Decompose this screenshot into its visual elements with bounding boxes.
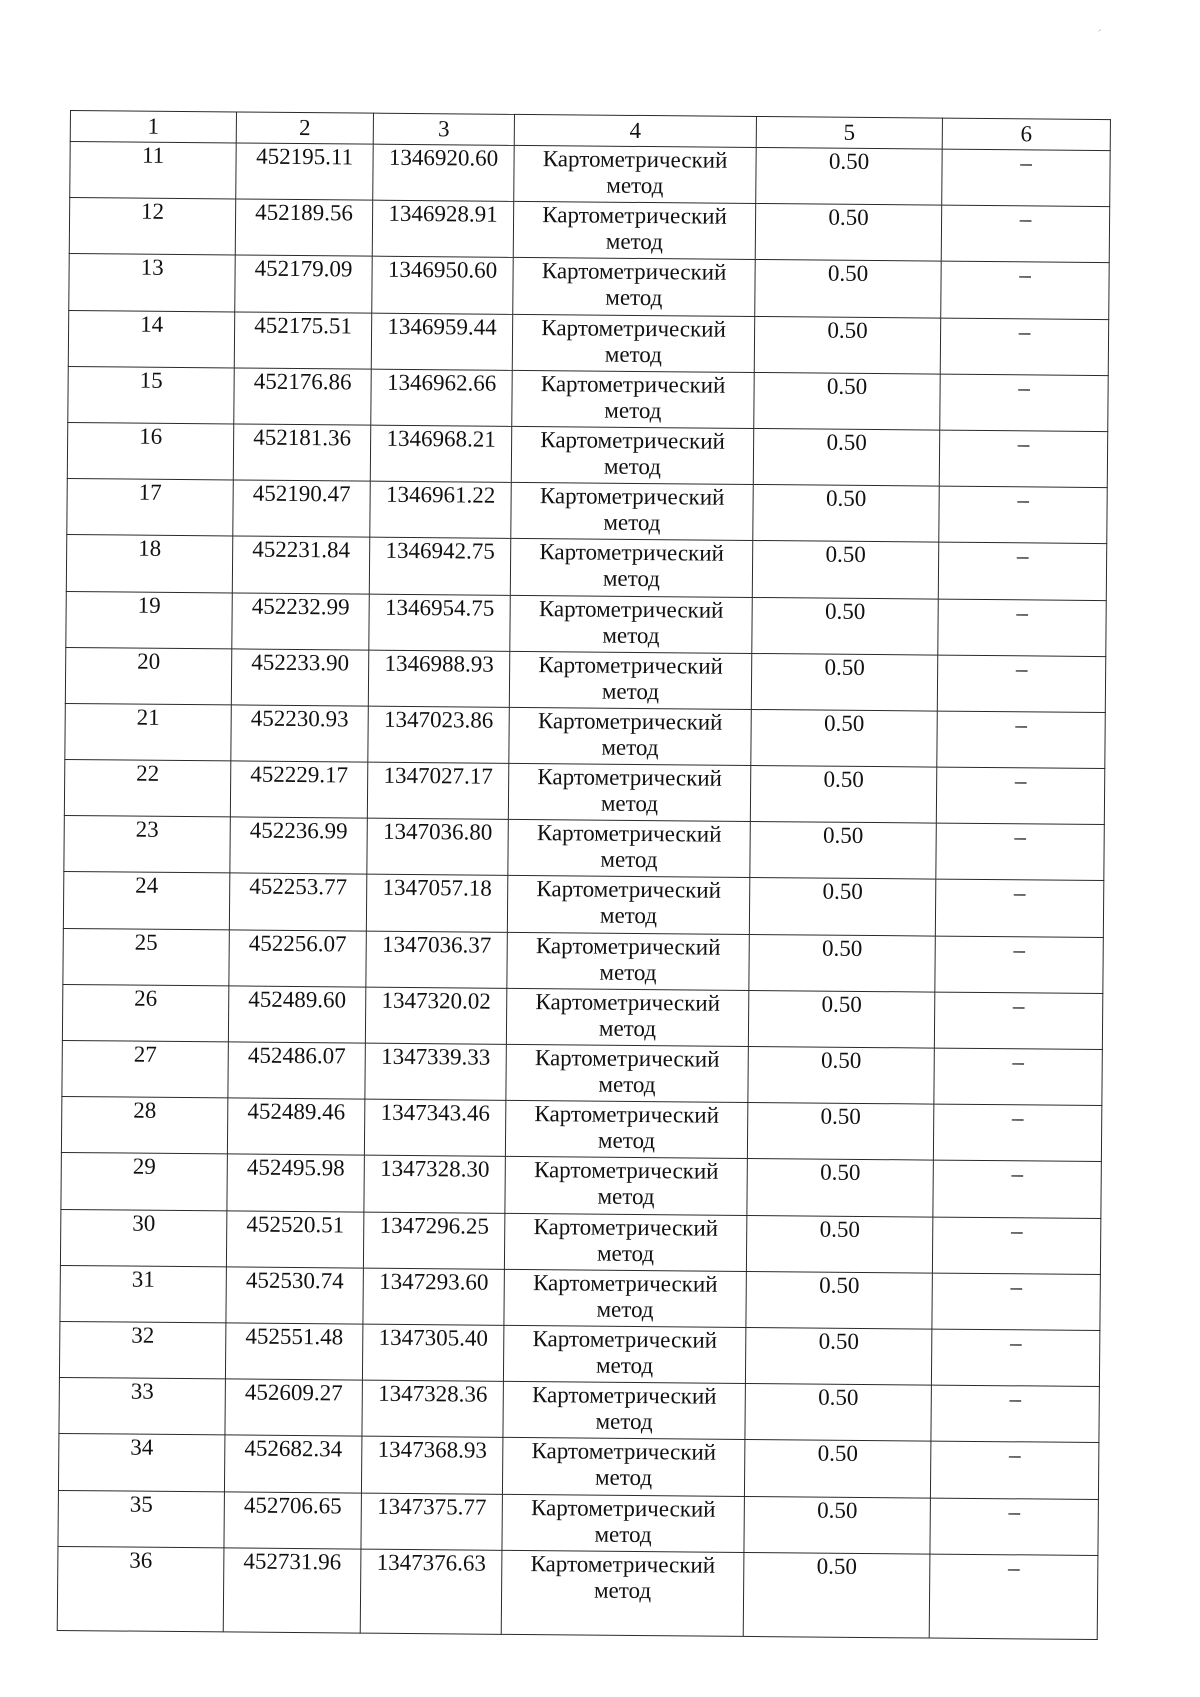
point-number-cell: 28 xyxy=(61,1097,227,1155)
method-line-2: метод xyxy=(595,1352,654,1379)
accuracy-cell: 0.50 xyxy=(752,541,938,599)
accuracy-cell: 0.50 xyxy=(749,934,935,992)
method-cell xyxy=(508,820,750,878)
table-body xyxy=(57,142,1110,1640)
y-coordinate-cell: 1346942.75 xyxy=(369,537,510,594)
method-cell xyxy=(511,426,753,484)
accuracy-cell: 0.50 xyxy=(746,1271,932,1329)
method-line-1: Картометрический xyxy=(536,876,722,904)
method-line-1: Картометрический xyxy=(530,1550,716,1578)
note-cell: – xyxy=(931,1385,1099,1443)
method-line-2: метод xyxy=(600,846,658,873)
y-coordinate-cell: 1347036.37 xyxy=(366,931,507,988)
table-row xyxy=(65,703,1105,768)
point-number-cell: 33 xyxy=(59,1378,225,1436)
accuracy-cell: 0.50 xyxy=(756,147,942,205)
x-coordinate-cell: 452706.65 xyxy=(224,1491,361,1548)
column-header-5: 5 xyxy=(756,116,942,149)
note-cell: – xyxy=(939,430,1107,488)
method-cell xyxy=(512,370,754,428)
y-coordinate-cell: 1347036.80 xyxy=(367,818,508,875)
coordinates-table xyxy=(57,110,1111,1640)
accuracy-cell: 0.50 xyxy=(749,878,935,936)
note-cell: – xyxy=(941,205,1109,263)
method-line-2: метод xyxy=(599,903,658,929)
scan-speck: ´ xyxy=(1097,28,1102,43)
method-cell xyxy=(508,763,750,821)
method-line-1: Картометрический xyxy=(534,1045,720,1072)
accuracy-cell: 0.50 xyxy=(750,822,936,880)
note-cell: – xyxy=(932,1217,1100,1275)
note-cell: – xyxy=(932,1273,1100,1331)
method-line-1: Картометрический xyxy=(538,595,724,623)
table-row xyxy=(63,872,1103,937)
method-cell xyxy=(505,1101,747,1159)
method-line-2: метод xyxy=(605,285,663,311)
method-line-2: метод xyxy=(606,172,664,199)
table-row xyxy=(66,535,1106,600)
point-number-cell: 23 xyxy=(64,816,230,874)
method-cell xyxy=(510,595,752,653)
method-line-2: метод xyxy=(595,1408,653,1435)
method-line-1: Картометрический xyxy=(539,539,725,567)
accuracy-cell: 0.50 xyxy=(744,1440,930,1498)
method-line-2: метод xyxy=(600,790,659,817)
method-cell xyxy=(502,1438,744,1496)
x-coordinate-cell: 452520.51 xyxy=(226,1210,363,1267)
y-coordinate-cell: 1346920.60 xyxy=(373,144,514,201)
point-number-cell: 32 xyxy=(59,1321,225,1379)
y-coordinate-cell: 1346959.44 xyxy=(371,313,512,370)
y-coordinate-cell: 1347023.86 xyxy=(368,706,509,763)
y-coordinate-cell: 1347293.60 xyxy=(363,1268,504,1325)
method-line-2: метод xyxy=(598,1071,656,1098)
method-cell xyxy=(505,1157,747,1215)
method-line-2: метод xyxy=(605,228,664,255)
x-coordinate-cell: 452231.84 xyxy=(232,536,369,593)
method-line-2: метод xyxy=(603,453,662,480)
method-line-1: Картометрический xyxy=(542,202,727,229)
y-coordinate-cell: 1347343.46 xyxy=(364,1099,505,1156)
note-cell: – xyxy=(937,655,1105,713)
table-row xyxy=(64,760,1104,825)
accuracy-cell: 0.50 xyxy=(748,1046,934,1104)
y-coordinate-cell: 1346954.75 xyxy=(369,594,510,651)
point-number-cell: 36 xyxy=(57,1546,224,1631)
table-row xyxy=(64,816,1104,881)
accuracy-cell: 0.50 xyxy=(755,260,941,318)
accuracy-cell: 0.50 xyxy=(747,1159,933,1217)
y-coordinate-cell: 1347057.18 xyxy=(366,875,507,932)
method-cell xyxy=(513,202,755,260)
note-cell: – xyxy=(937,711,1105,769)
method-line-1: Картометрический xyxy=(537,764,723,791)
x-coordinate-cell: 452229.17 xyxy=(230,761,367,818)
accuracy-cell: 0.50 xyxy=(753,485,939,543)
column-header-3: 3 xyxy=(373,113,514,145)
point-number-cell: 17 xyxy=(67,479,233,537)
method-line-1: Картометрический xyxy=(535,932,721,960)
table-row xyxy=(67,479,1107,544)
note-cell: – xyxy=(934,1048,1102,1106)
x-coordinate-cell: 452486.07 xyxy=(228,1042,365,1099)
point-number-cell: 29 xyxy=(61,1153,227,1211)
x-coordinate-cell: 452190.47 xyxy=(233,480,370,537)
table-row xyxy=(69,254,1109,319)
point-number-cell: 14 xyxy=(68,310,234,368)
method-line-1: Картометрический xyxy=(531,1438,717,1466)
point-number-cell: 11 xyxy=(70,142,236,200)
x-coordinate-cell: 452682.34 xyxy=(224,1435,361,1492)
table-row xyxy=(62,1040,1102,1105)
table-row xyxy=(63,928,1103,993)
point-number-cell: 21 xyxy=(65,703,231,761)
x-coordinate-cell: 452256.07 xyxy=(229,930,366,987)
y-coordinate-cell: 1347376.63 xyxy=(360,1549,502,1634)
method-cell xyxy=(509,651,751,709)
x-coordinate-cell: 452232.99 xyxy=(232,592,369,649)
accuracy-cell: 0.50 xyxy=(751,653,937,711)
method-line-1: Картометрический xyxy=(540,370,726,398)
y-coordinate-cell: 1347296.25 xyxy=(363,1212,504,1269)
x-coordinate-cell: 452189.56 xyxy=(235,199,372,256)
column-header-4: 4 xyxy=(514,114,756,147)
coordinates-table-wrapper xyxy=(70,110,1110,1631)
note-cell: – xyxy=(930,1498,1098,1556)
method-line-2: метод xyxy=(597,1184,655,1210)
point-number-cell: 25 xyxy=(63,928,229,986)
point-number-cell: 20 xyxy=(65,647,231,705)
accuracy-cell: 0.50 xyxy=(746,1215,932,1273)
x-coordinate-cell: 452489.60 xyxy=(228,986,365,1043)
method-line-1: Картометрический xyxy=(534,1101,720,1128)
y-coordinate-cell: 1347339.33 xyxy=(365,1043,506,1100)
method-line-2: метод xyxy=(601,734,659,761)
note-cell: – xyxy=(936,767,1104,825)
y-coordinate-cell: 1347328.36 xyxy=(362,1380,503,1437)
note-cell: – xyxy=(933,1160,1101,1218)
method-cell xyxy=(504,1213,746,1271)
table-row xyxy=(62,984,1102,1049)
point-number-cell: 18 xyxy=(66,535,232,593)
method-cell xyxy=(501,1550,744,1636)
x-coordinate-cell: 452530.74 xyxy=(226,1267,363,1324)
method-line-2: метод xyxy=(602,565,661,592)
table-row xyxy=(60,1209,1100,1274)
x-coordinate-cell: 452195.11 xyxy=(236,143,373,200)
method-line-2: метод xyxy=(604,397,662,423)
y-coordinate-cell: 1347305.40 xyxy=(362,1324,503,1381)
accuracy-cell: 0.50 xyxy=(754,372,940,430)
accuracy-cell: 0.50 xyxy=(754,316,940,374)
method-line-2: метод xyxy=(594,1521,652,1547)
note-cell: – xyxy=(940,318,1108,376)
x-coordinate-cell: 452253.77 xyxy=(229,873,366,930)
point-number-cell: 16 xyxy=(67,422,233,480)
method-line-1: Картометрический xyxy=(541,314,726,342)
accuracy-cell: 0.50 xyxy=(753,428,939,486)
table-row xyxy=(65,647,1105,712)
note-cell: – xyxy=(933,1104,1101,1162)
y-coordinate-cell: 1347328.30 xyxy=(364,1155,505,1212)
accuracy-cell: 0.50 xyxy=(745,1384,931,1442)
x-coordinate-cell: 452230.93 xyxy=(231,705,368,762)
method-cell xyxy=(512,314,754,372)
method-line-1: Картометрический xyxy=(530,1494,716,1522)
note-cell: – xyxy=(935,936,1103,994)
y-coordinate-cell: 1347320.02 xyxy=(365,987,506,1044)
method-cell xyxy=(504,1269,746,1327)
table-row xyxy=(59,1321,1099,1386)
x-coordinate-cell: 452236.99 xyxy=(230,817,367,874)
accuracy-cell: 0.50 xyxy=(755,204,941,262)
note-cell: – xyxy=(938,542,1106,600)
method-cell xyxy=(514,145,756,203)
table-row xyxy=(67,422,1107,487)
method-line-2: метод xyxy=(596,1296,654,1322)
method-cell xyxy=(506,988,748,1046)
method-cell xyxy=(507,932,749,990)
note-cell: – xyxy=(930,1441,1098,1499)
method-line-1: Картометрический xyxy=(533,1213,719,1241)
method-line-1: Картометрический xyxy=(531,1382,717,1409)
method-line-2: метод xyxy=(594,1464,653,1491)
point-number-cell: 22 xyxy=(64,760,230,818)
y-coordinate-cell: 1347375.77 xyxy=(361,1493,502,1550)
y-coordinate-cell: 1346968.21 xyxy=(370,425,511,482)
x-coordinate-cell: 452731.96 xyxy=(223,1548,361,1633)
method-line-1: Картометрический xyxy=(540,427,725,454)
accuracy-cell: 0.50 xyxy=(750,766,936,824)
note-cell: – xyxy=(940,374,1108,432)
table-row xyxy=(68,366,1108,431)
table-row xyxy=(69,198,1109,263)
x-coordinate-cell: 452181.36 xyxy=(233,424,370,481)
method-line-2: метод xyxy=(599,959,657,985)
point-number-cell: 15 xyxy=(68,366,234,424)
method-line-1: Картометрический xyxy=(538,651,724,679)
table-row xyxy=(60,1265,1100,1330)
method-cell xyxy=(511,482,753,540)
method-line-1: Картометрический xyxy=(532,1269,718,1297)
table-row xyxy=(58,1490,1098,1555)
accuracy-cell: 0.50 xyxy=(747,1103,933,1161)
y-coordinate-cell: 1346988.93 xyxy=(368,650,509,707)
method-cell xyxy=(510,539,752,597)
y-coordinate-cell: 1346950.60 xyxy=(372,257,513,314)
method-line-2: метод xyxy=(593,1577,652,1603)
table-row xyxy=(59,1378,1099,1443)
method-line-1: Картометрический xyxy=(542,146,728,173)
method-line-1: Картометрический xyxy=(536,820,722,847)
table-row xyxy=(70,142,1110,207)
x-coordinate-cell: 452489.46 xyxy=(227,1098,364,1155)
point-number-cell: 31 xyxy=(60,1265,226,1323)
accuracy-cell: 0.50 xyxy=(748,990,934,1048)
method-cell xyxy=(513,258,755,316)
method-line-1: Картометрический xyxy=(537,707,723,735)
note-cell: – xyxy=(939,486,1107,544)
table-row xyxy=(61,1097,1101,1162)
x-coordinate-cell: 452609.27 xyxy=(225,1379,362,1436)
table-row xyxy=(68,310,1108,375)
method-line-2: метод xyxy=(601,678,660,704)
column-header-1: 1 xyxy=(70,111,236,143)
note-cell: – xyxy=(942,149,1110,207)
point-number-cell: 27 xyxy=(62,1040,228,1098)
y-coordinate-cell: 1346961.22 xyxy=(370,481,511,538)
table-row xyxy=(58,1434,1098,1499)
method-line-1: Картометрический xyxy=(535,988,721,1016)
note-cell: – xyxy=(935,880,1103,938)
x-coordinate-cell: 452495.98 xyxy=(227,1154,364,1211)
accuracy-cell: 0.50 xyxy=(743,1552,930,1638)
column-header-2: 2 xyxy=(236,112,373,144)
y-coordinate-cell: 1346928.91 xyxy=(372,200,513,257)
method-cell xyxy=(503,1325,745,1383)
table-row xyxy=(61,1153,1101,1218)
point-number-cell: 35 xyxy=(58,1490,224,1548)
x-coordinate-cell: 452176.86 xyxy=(234,368,371,425)
x-coordinate-cell: 452233.90 xyxy=(231,649,368,706)
note-cell: – xyxy=(934,992,1102,1050)
method-cell xyxy=(507,876,749,934)
point-number-cell: 34 xyxy=(58,1434,224,1492)
table-row xyxy=(66,591,1106,656)
method-line-2: метод xyxy=(597,1127,656,1154)
method-line-2: метод xyxy=(603,509,661,536)
accuracy-cell: 0.50 xyxy=(752,597,938,655)
method-line-2: метод xyxy=(602,622,660,648)
method-line-1: Картометрический xyxy=(532,1326,718,1353)
note-cell: – xyxy=(931,1329,1099,1387)
point-number-cell: 24 xyxy=(63,872,229,930)
method-cell xyxy=(503,1381,745,1439)
method-line-2: метод xyxy=(604,341,663,367)
note-cell: – xyxy=(929,1554,1098,1639)
point-number-cell: 13 xyxy=(69,254,235,312)
x-coordinate-cell: 452179.09 xyxy=(235,255,372,312)
point-number-cell: 30 xyxy=(60,1209,226,1267)
method-line-1: Картометрический xyxy=(541,258,727,286)
accuracy-cell: 0.50 xyxy=(745,1327,931,1385)
point-number-cell: 26 xyxy=(62,984,228,1042)
y-coordinate-cell: 1347368.93 xyxy=(361,1436,502,1493)
point-number-cell: 12 xyxy=(69,198,235,256)
method-line-1: Картометрический xyxy=(539,483,725,510)
accuracy-cell: 0.50 xyxy=(751,709,937,767)
y-coordinate-cell: 1347027.17 xyxy=(367,762,508,819)
method-line-1: Картометрический xyxy=(533,1157,719,1185)
method-line-2: метод xyxy=(598,1015,657,1041)
note-cell: – xyxy=(938,599,1106,657)
method-cell xyxy=(509,707,751,765)
y-coordinate-cell: 1346962.66 xyxy=(371,369,512,426)
x-coordinate-cell: 452175.51 xyxy=(234,312,371,369)
accuracy-cell: 0.50 xyxy=(744,1496,930,1554)
point-number-cell: 19 xyxy=(66,591,232,649)
method-line-2: метод xyxy=(596,1240,655,1266)
method-cell xyxy=(502,1494,744,1552)
x-coordinate-cell: 452551.48 xyxy=(225,1323,362,1380)
column-header-6: 6 xyxy=(942,118,1110,150)
table-row xyxy=(57,1546,1098,1639)
note-cell: – xyxy=(941,261,1109,319)
note-cell: – xyxy=(936,823,1104,881)
method-cell xyxy=(506,1044,748,1102)
